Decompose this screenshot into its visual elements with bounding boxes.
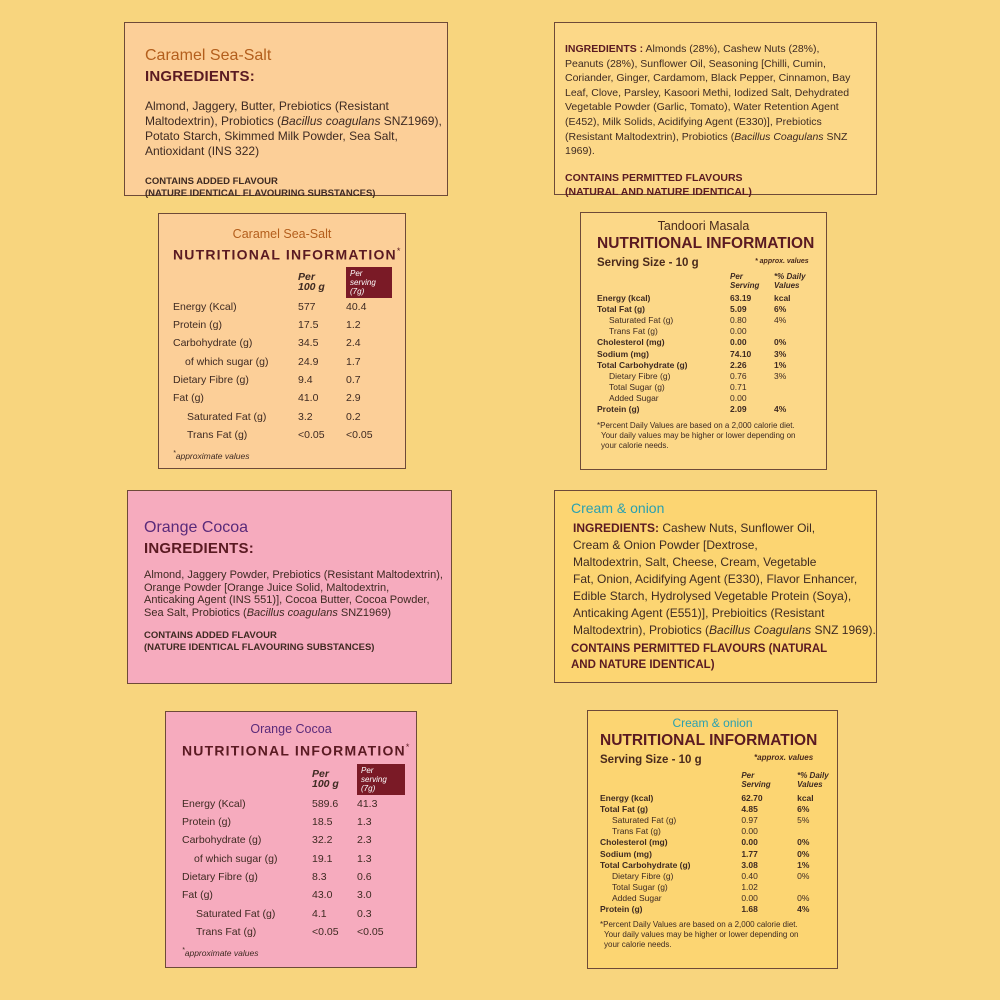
ingredients-heading: INGREDIENTS: bbox=[573, 521, 660, 535]
per-serving-value: 62.70 bbox=[741, 792, 763, 803]
per-serving-value: 2.4 bbox=[346, 337, 361, 350]
daily-value bbox=[774, 382, 814, 393]
nutrient-label: of which sugar (g) bbox=[194, 852, 278, 865]
nutrient-label: Saturated Fat (g) bbox=[187, 410, 267, 423]
table-row bbox=[597, 348, 814, 359]
daily-value: 6% bbox=[774, 303, 787, 314]
per-100g-value: 34.5 bbox=[298, 337, 319, 350]
nutrition-table bbox=[600, 768, 837, 915]
daily-value: 5% bbox=[797, 814, 810, 825]
per-serving-value: 5.09 bbox=[730, 303, 747, 314]
card-title: Tandoori Masala bbox=[657, 219, 750, 233]
flavour-note: CONTAINS PERMITTED FLAVOURS (NATURAL AND NATURE IDENTICAL) bbox=[565, 171, 752, 199]
nutrient-label: Sodium (mg) bbox=[597, 348, 649, 359]
footnote: *approximate values bbox=[173, 450, 250, 461]
nutrient-label: Fat (g) bbox=[173, 392, 204, 405]
nutrient-label: Carbohydrate (g) bbox=[173, 337, 253, 350]
nutrient-label: Energy (Kcal) bbox=[182, 797, 246, 810]
col-daily-values: *% Daily Values bbox=[774, 272, 806, 290]
table-row bbox=[600, 803, 837, 814]
nutrient-label: Trans Fat (g) bbox=[612, 826, 661, 837]
table-row bbox=[597, 393, 814, 404]
daily-value: kcal bbox=[797, 792, 814, 803]
col-per-serving: Per serving (7g) bbox=[357, 764, 405, 795]
table-row bbox=[182, 850, 405, 868]
per-100g-value: 17.5 bbox=[298, 319, 319, 332]
nutrient-label: Energy (Kcal) bbox=[173, 300, 237, 313]
table-row bbox=[597, 314, 814, 325]
daily-value bbox=[797, 826, 837, 837]
per-100g-value: 43.0 bbox=[312, 889, 333, 902]
per-serving-value: 2.3 bbox=[357, 834, 372, 847]
nutrient-label: Trans Fat (g) bbox=[196, 925, 257, 938]
table-row bbox=[597, 382, 814, 393]
nutrient-label: Added Sugar bbox=[609, 393, 659, 404]
table-row bbox=[597, 303, 814, 314]
card-title: Cream & onion bbox=[672, 716, 753, 730]
per-serving-value: 40.4 bbox=[346, 300, 367, 313]
col-per-serving: Per Serving bbox=[730, 272, 760, 290]
table-row bbox=[600, 882, 837, 893]
nutrition-table bbox=[182, 764, 405, 941]
daily-value-footnote: *Percent Daily Values are based on a 2,000 calorie diet. Your daily values may be higher or lower depending on your calorie needs. bbox=[597, 421, 796, 451]
table-row bbox=[600, 848, 837, 859]
nutrient-label: Total Carbohydrate (g) bbox=[597, 359, 688, 370]
per-serving-value: 0.3 bbox=[357, 907, 372, 920]
flavour-note: CONTAINS ADDED FLAVOUR (NATURE IDENTICAL FLAVOURING SUBSTANCES) bbox=[144, 630, 375, 653]
per-serving-value: 0.00 bbox=[730, 337, 747, 348]
nutrition-heading: NUTRITIONAL INFORMATION* bbox=[182, 742, 411, 759]
nutrient-label: Saturated Fat (g) bbox=[612, 814, 677, 825]
cream-nutrition-card bbox=[587, 710, 838, 969]
nutrient-label: Sodium (mg) bbox=[600, 848, 652, 859]
table-row bbox=[173, 407, 392, 425]
per-serving-value: 0.6 bbox=[357, 870, 372, 883]
table-row bbox=[173, 371, 392, 389]
approx-note: * approx. values bbox=[755, 258, 809, 265]
daily-value-footnote: *Percent Daily Values are based on a 2,000 calorie diet. Your daily values may be higher or lower depending on your calorie needs. bbox=[600, 920, 799, 950]
nutrient-label: Total Sugar (g) bbox=[612, 882, 668, 893]
table-row bbox=[600, 870, 837, 881]
footnote: *approximate values bbox=[182, 947, 259, 958]
daily-value: 4% bbox=[774, 404, 787, 415]
nutrient-label: Energy (kcal) bbox=[600, 792, 654, 803]
nutrition-table bbox=[597, 270, 814, 415]
nutrient-label: Trans Fat (g) bbox=[187, 428, 248, 441]
nutrient-label: Dietary Fibre (g) bbox=[609, 370, 671, 381]
table-row bbox=[597, 337, 814, 348]
card-title: Cream & onion bbox=[571, 500, 665, 516]
card-title: Caramel Sea-Salt bbox=[232, 227, 332, 241]
table-row bbox=[182, 831, 405, 849]
nutrient-label: Dietary Fibre (g) bbox=[612, 870, 674, 881]
daily-value: 4% bbox=[774, 314, 787, 325]
per-serving-value: 1.3 bbox=[357, 852, 372, 865]
per-serving-value: 2.09 bbox=[730, 404, 747, 415]
daily-value: 1% bbox=[774, 359, 787, 370]
per-serving-value: 1.02 bbox=[741, 882, 758, 893]
ingredients-heading: INGREDIENTS : bbox=[565, 43, 644, 55]
nutrient-label: Protein (g) bbox=[173, 319, 223, 332]
nutrient-label: Saturated Fat (g) bbox=[609, 314, 674, 325]
daily-value: 4% bbox=[797, 904, 810, 915]
per-100g-value: 8.3 bbox=[312, 870, 327, 883]
per-serving-value: 1.77 bbox=[741, 848, 758, 859]
flavour-note: CONTAINS PERMITTED FLAVOURS (NATURAL AND NATURE IDENTICAL) bbox=[571, 643, 828, 671]
ingredients-text: Almond, Jaggery, Butter, Prebiotics (Resistant Maltodextrin), Probiotics (Bacillus coagulans SNZ1969), Potato Starch, Skimmed Milk Powder, Sea Salt, Antioxidant (INS 322) bbox=[145, 99, 442, 158]
nutrient-label: Total Sugar (g) bbox=[609, 382, 665, 393]
nutrient-label: Cholesterol (mg) bbox=[600, 837, 668, 848]
nutrient-label: Carbohydrate (g) bbox=[182, 834, 262, 847]
col-per-serving: Per serving (7g) bbox=[346, 267, 392, 298]
per-serving-value: 0.00 bbox=[741, 837, 758, 848]
card-title: Orange Cocoa bbox=[144, 519, 249, 536]
nutrition-table bbox=[173, 267, 392, 444]
caramel-nutrition-card bbox=[158, 213, 406, 469]
nutrition-heading: NUTRITIONAL INFORMATION bbox=[600, 732, 818, 749]
flavour-note: CONTAINS ADDED FLAVOUR (NATURE IDENTICAL FLAVOURING SUBSTANCES) bbox=[145, 176, 376, 199]
per-serving-value: 1.7 bbox=[346, 355, 361, 368]
table-row bbox=[600, 792, 837, 803]
per-serving-value: <0.05 bbox=[346, 428, 373, 441]
table-row bbox=[182, 813, 405, 831]
serving-size: Serving Size - 10 g bbox=[597, 257, 699, 269]
daily-value: kcal bbox=[774, 292, 791, 303]
table-row bbox=[597, 404, 814, 415]
per-serving-value: 0.2 bbox=[346, 410, 361, 423]
tandoori-nutrition-card bbox=[580, 212, 827, 470]
nutrient-label: Protein (g) bbox=[597, 404, 640, 415]
per-100g-value: 9.4 bbox=[298, 373, 313, 386]
table-row bbox=[173, 334, 392, 352]
per-serving-value: 0.00 bbox=[741, 826, 758, 837]
table-row bbox=[597, 370, 814, 381]
nutrient-label: of which sugar (g) bbox=[185, 355, 269, 368]
per-100g-value: 41.0 bbox=[298, 392, 319, 405]
table-row bbox=[600, 826, 837, 837]
nutrition-heading: NUTRITIONAL INFORMATION* bbox=[173, 246, 402, 263]
table-row bbox=[173, 426, 392, 444]
table-row bbox=[173, 389, 392, 407]
nutrition-heading: NUTRITIONAL INFORMATION bbox=[597, 235, 815, 252]
per-serving-value: 0.00 bbox=[730, 393, 747, 404]
daily-value bbox=[774, 326, 814, 337]
col-daily-values: *% Daily Values bbox=[797, 771, 829, 789]
per-100g-value: 3.2 bbox=[298, 410, 313, 423]
orange-nutrition-card bbox=[165, 711, 417, 968]
per-serving-value: 0.76 bbox=[730, 370, 747, 381]
per-serving-value: 41.3 bbox=[357, 797, 378, 810]
table-row bbox=[173, 353, 392, 371]
per-serving-value: 4.85 bbox=[741, 803, 758, 814]
col-per-100g: Per 100 g bbox=[298, 271, 325, 294]
daily-value: 3% bbox=[774, 348, 787, 359]
per-100g-value: <0.05 bbox=[298, 428, 325, 441]
nutrient-label: Trans Fat (g) bbox=[609, 326, 658, 337]
daily-value: 1% bbox=[797, 859, 810, 870]
tandoori-ingredients-card bbox=[554, 22, 877, 199]
daily-value bbox=[774, 393, 814, 404]
table-row bbox=[182, 904, 405, 922]
per-serving-value: <0.05 bbox=[357, 925, 384, 938]
per-serving-value: 1.68 bbox=[741, 904, 758, 915]
daily-value: 0% bbox=[797, 893, 810, 904]
table-row bbox=[597, 292, 814, 303]
nutrient-label: Total Carbohydrate (g) bbox=[600, 859, 691, 870]
table-row bbox=[600, 904, 837, 915]
col-per-serving: Per Serving bbox=[741, 771, 771, 789]
table-row bbox=[600, 859, 837, 870]
nutrient-label: Total Fat (g) bbox=[600, 803, 648, 814]
table-row bbox=[182, 795, 405, 813]
ingredients-text: Almond, Jaggery Powder, Prebiotics (Resistant Maltodextrin), Orange Powder [Orange Juice Solid, Maltodextrin, Anticaking Agent (INS 551)], Cocoa Butter, Cocoa Powder, Sea Salt, Probiotics (Bacillus coagulans SNZ1969) bbox=[144, 569, 443, 619]
per-serving-value: 0.00 bbox=[741, 893, 758, 904]
ingredients-heading: INGREDIENTS: bbox=[145, 68, 255, 85]
per-serving-value: 3.0 bbox=[357, 889, 372, 902]
cream-ingredients-card bbox=[554, 490, 877, 683]
nutrient-label: Saturated Fat (g) bbox=[196, 907, 276, 920]
table-row bbox=[600, 893, 837, 904]
per-100g-value: 589.6 bbox=[312, 797, 339, 810]
caramel-ingredients-card bbox=[124, 22, 448, 199]
serving-size: Serving Size - 10 g bbox=[600, 754, 702, 766]
nutrient-label: Dietary Fibre (g) bbox=[173, 373, 249, 386]
card-title: Caramel Sea-Salt bbox=[145, 47, 272, 64]
per-100g-value: 32.2 bbox=[312, 834, 333, 847]
per-100g-value: 18.5 bbox=[312, 816, 333, 829]
daily-value: 0% bbox=[797, 848, 810, 859]
per-serving-value: 1.3 bbox=[357, 816, 372, 829]
per-serving-value: 2.9 bbox=[346, 392, 361, 405]
per-100g-value: <0.05 bbox=[312, 925, 339, 938]
table-row bbox=[597, 326, 814, 337]
daily-value bbox=[797, 882, 837, 893]
per-serving-value: 0.00 bbox=[730, 326, 747, 337]
nutrient-label: Fat (g) bbox=[182, 889, 213, 902]
orange-ingredients-card bbox=[127, 490, 452, 684]
per-serving-value: 0.7 bbox=[346, 373, 361, 386]
daily-value: 6% bbox=[797, 803, 810, 814]
ingredients-heading: INGREDIENTS: bbox=[144, 540, 254, 557]
daily-value: 0% bbox=[797, 870, 810, 881]
table-row bbox=[173, 316, 392, 334]
col-per-100g: Per 100 g bbox=[312, 768, 339, 791]
nutrient-label: Dietary Fibre (g) bbox=[182, 870, 258, 883]
table-row bbox=[173, 298, 392, 316]
per-serving-value: 3.08 bbox=[741, 859, 758, 870]
nutrient-label: Protein (g) bbox=[182, 816, 232, 829]
per-serving-value: 0.71 bbox=[730, 382, 747, 393]
table-row bbox=[597, 359, 814, 370]
nutrient-label: Cholesterol (mg) bbox=[597, 337, 665, 348]
nutrient-label: Added Sugar bbox=[612, 893, 662, 904]
per-100g-value: 24.9 bbox=[298, 355, 319, 368]
nutrient-label: Protein (g) bbox=[600, 904, 643, 915]
per-serving-value: 0.97 bbox=[741, 814, 758, 825]
ingredients-text: INGREDIENTS: Cashew Nuts, Sunflower Oil, Cream & Onion Powder [Dextrose, Maltodextrin, Salt, Cheese, Cream, Vegetable Fat, Onion, Acidifying Agent (E330), Flavor Enhancer, Edible Starch, Hydrolysed Vegetable Protein (Soya), Anticaking Agent (E551)], Prebioitics (Resistant Maltodextrin), Probiotics (Bacillus Coagulans SNZ 1969). bbox=[573, 521, 876, 637]
daily-value: 0% bbox=[797, 837, 810, 848]
per-100g-value: 577 bbox=[298, 300, 316, 313]
per-serving-value: 0.80 bbox=[730, 314, 747, 325]
per-100g-value: 19.1 bbox=[312, 852, 333, 865]
per-serving-value: 74.10 bbox=[730, 348, 752, 359]
table-row bbox=[600, 814, 837, 825]
per-100g-value: 4.1 bbox=[312, 907, 327, 920]
per-serving-value: 2.26 bbox=[730, 359, 747, 370]
table-row bbox=[182, 868, 405, 886]
nutrient-label: Total Fat (g) bbox=[597, 303, 645, 314]
approx-note: *approx. values bbox=[754, 753, 814, 762]
table-row bbox=[600, 837, 837, 848]
table-row bbox=[182, 923, 405, 941]
card-title: Orange Cocoa bbox=[250, 722, 332, 736]
table-row bbox=[182, 886, 405, 904]
ingredients-text: INGREDIENTS : Almonds (28%), Cashew Nuts (28%), Peanuts (28%), Sunflower Oil, Seasoning [Chilli, Cumin, Coriander, Ginger, Cardamom, Black Pepper, Cinnamon, Bay Leaf, Clove, Parsley, Kasoori Methi, Iodized Salt, Dehydrated Vegetable Powder (Garlic, Tomato), Water Retention Agent (E452), Milk Solids, Acidifying Agent (E330)], Prebiotics (Resistant Maltodextrin), Probiotics (Bacillus Coagulans SNZ 1969). bbox=[565, 43, 851, 158]
per-serving-value: 63.19 bbox=[730, 292, 752, 303]
nutrient-label: Energy (kcal) bbox=[597, 292, 651, 303]
per-serving-value: 0.40 bbox=[741, 870, 758, 881]
daily-value: 0% bbox=[774, 337, 787, 348]
per-serving-value: 1.2 bbox=[346, 319, 361, 332]
daily-value: 3% bbox=[774, 370, 787, 381]
